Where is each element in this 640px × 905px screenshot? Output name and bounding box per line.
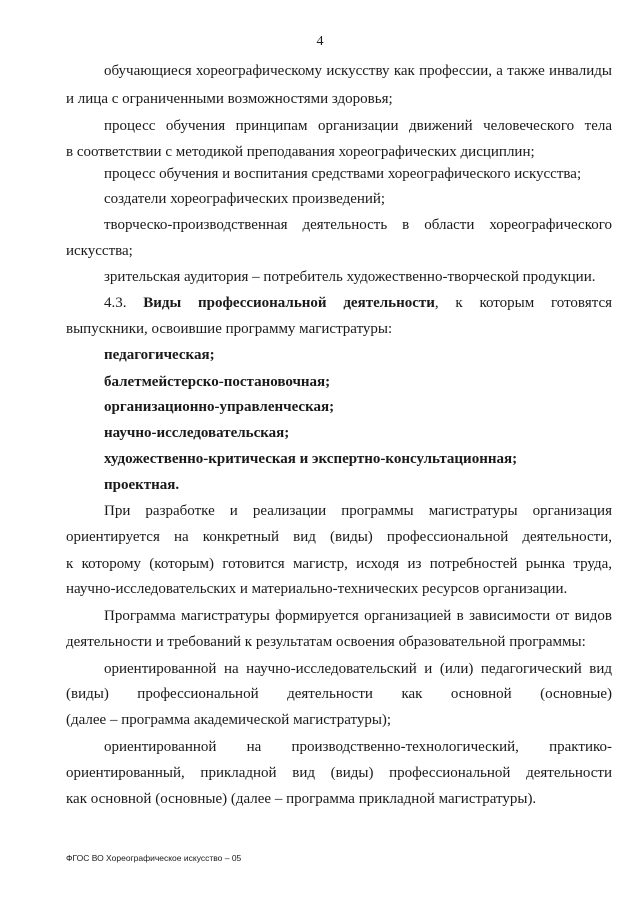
text-line: искусства; xyxy=(66,243,133,259)
text-line: научно-исследовательских и материально-технических ресурсов организации. xyxy=(66,581,568,597)
text-line: (далее – программа академической магистратуры); xyxy=(66,712,392,728)
text-line: ориентируется на конкретный вид (виды) профессиональной деятельности, xyxy=(66,529,612,545)
section-heading: Виды профессиональной деятельности xyxy=(143,295,435,311)
list-item: научно-исследовательская; xyxy=(104,425,290,441)
section-heading-rest: , к которым готовятся xyxy=(434,295,613,311)
page-footer: ФГОС ВО Хореографическое искусство – 05 xyxy=(66,853,242,863)
text-line: как основной (основные) (далее – программа прикладной магистратуры). xyxy=(66,791,537,807)
text-line: деятельности и требований к результатам освоения образовательной программы: xyxy=(66,634,586,650)
list-item: балетмейстерско-постановочная; xyxy=(104,374,331,390)
text-line: (виды) профессиональной деятельности как основной (основные) xyxy=(66,686,612,702)
text-line: При разработке и реализации программы магистратуры организация xyxy=(104,503,612,519)
text-line: выпускники, освоившие программу магистратуры: xyxy=(66,321,393,337)
text-line: и лица с ограниченными возможностями здоровья; xyxy=(66,91,393,107)
text-line: Программа магистратуры формируется организацией в зависимости от видов xyxy=(104,608,612,624)
text-line: зрительская аудитория – потребитель художественно-творческой продукции. xyxy=(104,269,596,285)
list-item: организационно-управленческая; xyxy=(104,399,335,415)
text-line: ориентированной на производственно-технологический, практико- xyxy=(104,739,612,755)
text-line: создатели хореографических произведений; xyxy=(104,191,386,207)
text-line: ориентированной на научно-исследовательский и (или) педагогический вид xyxy=(104,661,612,677)
text-line: процесс обучения и воспитания средствами хореографического искусства; xyxy=(104,166,582,182)
text-line: в соответствии с методикой преподавания хореографических дисциплин; xyxy=(66,144,535,160)
list-item: педагогическая; xyxy=(104,347,215,363)
section-number: 4.3. xyxy=(104,295,127,311)
text-line: ориентированный, прикладной вид (виды) профессиональной деятельности xyxy=(66,765,612,781)
text-line: к которому (которым) готовится магистр, исходя из потребностей рынка труда, xyxy=(66,556,612,572)
list-item: проектная. xyxy=(104,477,180,493)
page-number: 4 xyxy=(316,34,324,49)
text-line xyxy=(104,294,612,312)
text-line: творческо-производственная деятельность в области хореографического xyxy=(104,217,612,233)
text-line: обучающиеся хореографическому искусству как профессии, а также инвалиды xyxy=(104,63,612,79)
text-line: процесс обучения принципам организации движений человеческого тела xyxy=(104,118,612,134)
list-item: художественно-критическая и экспертно-консультационная; xyxy=(104,451,518,467)
